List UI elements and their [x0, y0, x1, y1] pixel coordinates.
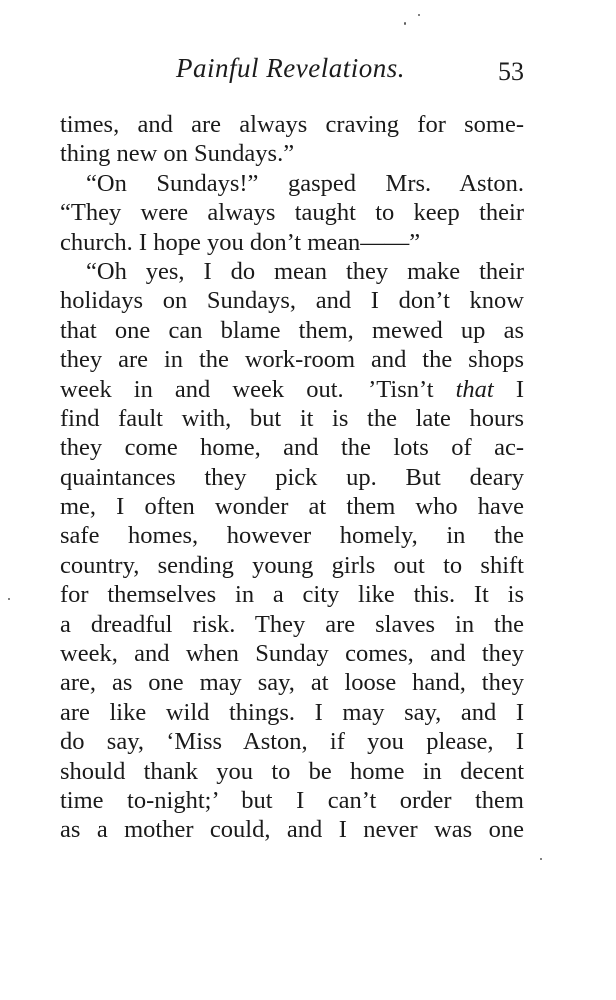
ink-speck [404, 22, 406, 25]
text-line: “They were always taught to keep their [60, 199, 524, 227]
ink-speck [8, 598, 10, 600]
text-line: quaintances they pick up. But deary [60, 463, 524, 491]
text-line: thing new on Sundays.” [60, 140, 295, 168]
running-head [60, 53, 524, 93]
text-line: for themselves in a city like this. It is [60, 581, 524, 609]
text-line: that one can blame them, mewed up as [60, 316, 524, 344]
page-number: 53 [498, 57, 524, 86]
text-line: should thank you to be home in decent [60, 757, 524, 785]
text-line: country, sending young girls out to shift [60, 551, 524, 579]
text-segment: ’Tisn’t [368, 375, 434, 403]
text-line: week, and when Sunday comes, and they [60, 640, 524, 668]
text-line: holidays on Sundays, and I don’t know [60, 287, 524, 315]
text-line: they are in the work-room and the shops [60, 346, 524, 374]
text-line: are like wild things. I may say, and I [60, 698, 524, 726]
text-segment: week in and week out. [60, 375, 344, 403]
text-line: do say, ‘Miss Aston, if you please, I [60, 728, 524, 756]
text-line-with-italic [60, 375, 524, 404]
text-line: they come home, and the lots of ac- [60, 434, 524, 462]
text-line: me, I often wonder at them who have [60, 493, 524, 521]
text-line: “On Sundays!” gasped Mrs. Aston. [86, 169, 524, 197]
text-line: “Oh yes, I do mean they make their [86, 257, 524, 285]
text-line: are, as one may say, at loose hand, they [60, 669, 524, 697]
text-line: find fault with, but it is the late hours [60, 404, 524, 432]
text-line: time to-night;’ but I can’t order them [60, 786, 524, 814]
text-line: times, and are always craving for some- [60, 111, 524, 138]
text-line: as a mother could, and I never was one [60, 816, 524, 844]
ink-speck [540, 858, 542, 860]
running-title: Painful Revelations. [176, 53, 405, 83]
italic-word: that [455, 375, 494, 403]
text-line: church. I hope you don’t mean——” [60, 228, 421, 256]
body-text [60, 110, 524, 845]
text-line: safe homes, however homely, in the [60, 522, 524, 550]
text-line: a dreadful risk. They are slaves in the [60, 610, 524, 638]
text-segment: I [515, 375, 524, 403]
ink-speck [418, 14, 420, 16]
